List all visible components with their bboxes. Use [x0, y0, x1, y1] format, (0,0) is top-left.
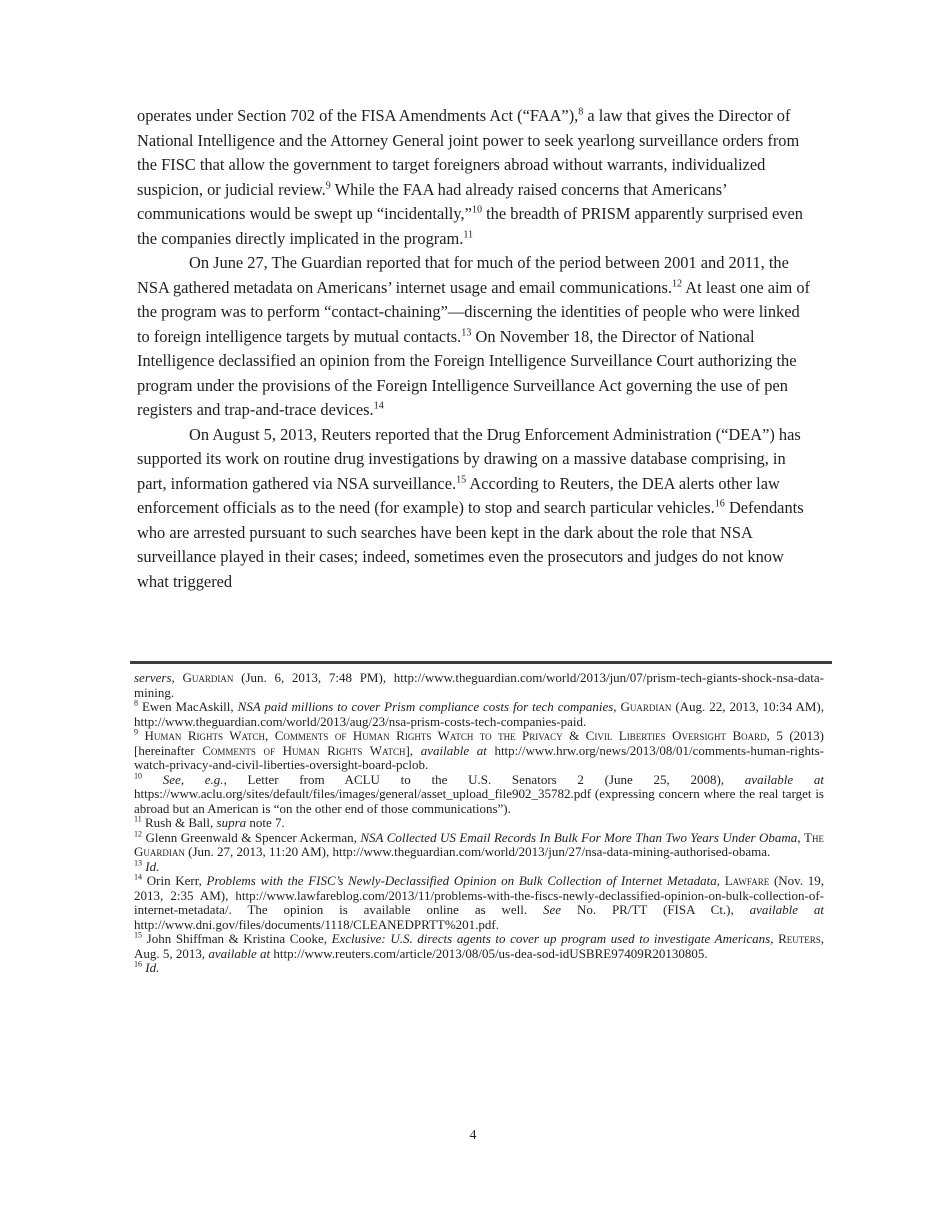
text-segment: , 5 (2013) [hereinafter — [134, 728, 824, 758]
footnote — [134, 729, 824, 773]
footnote-ref: 10 — [471, 204, 483, 216]
text-segment: According to Reuters, the DEA alerts other law enforcement officials as to the need (for example) to stop and search particular vehicles. — [137, 473, 780, 517]
footnote-ref: 11 — [463, 229, 474, 241]
footnote-marker: 10 — [134, 771, 143, 781]
text-segment: http://www.hrw.org/news/2013/08/01/comments-human-rights-watch-privacy-and-civil-liberties-oversight-board-pclob. — [134, 742, 824, 772]
text-segment: NSA paid millions to cover Prism compliance costs for tech companies — [237, 699, 614, 714]
text-segment: , — [613, 699, 621, 714]
text-segment: Guardian — [620, 699, 672, 714]
text-segment: available at — [749, 902, 824, 917]
footnote — [134, 773, 824, 817]
text-segment: See, e.g. — [162, 771, 224, 787]
footnotes-section — [134, 671, 824, 976]
text-segment: (Jun. 6, 2013, 7:48 PM), http://www.theguardian.com/world/2013/jun/07/prism-tech-giants-shock-nsa-data-mining. — [134, 670, 825, 700]
footnote — [134, 874, 824, 932]
text-segment: http://www.reuters.com/article/2013/08/05/us-dea-sod-idUSBRE97409R20130805. — [270, 945, 708, 961]
footnote-ref: 12 — [671, 278, 683, 290]
footnote-ref: 9 — [325, 180, 331, 192]
text-segment: available at — [420, 742, 487, 758]
text-segment: Id. — [145, 858, 160, 874]
footnote — [134, 860, 824, 875]
text-segment: , Aug. 5, 2013, — [134, 931, 825, 961]
text-segment: Rush & Ball, — [141, 815, 217, 830]
footnote-marker: 13 — [134, 858, 143, 868]
footnote — [134, 700, 824, 729]
footnote-ref: 14 — [373, 400, 384, 412]
text-segment: , — [716, 873, 725, 888]
text-segment: Exclusive: U.S. directs agents to cover up program used to investigate Americans — [331, 931, 771, 946]
text-segment: On November 18, the Director of National Intelligence declassified an opinion from the Foreign Intelligence Surveillance Court authorizing the program under the provisions of the Foreign Intelligence Surveillance Act governing the use of pen registers and trap-and-trace devices. — [137, 326, 797, 419]
text-segment: The Guardian — [134, 829, 824, 859]
text-segment: Glenn Greenwald & Spencer Ackerman, — [142, 829, 361, 845]
footnote-marker: 11 — [134, 814, 142, 824]
text-segment: , — [171, 670, 183, 685]
text-segment: a law that gives the Director of National Intelligence and the Attorney General joint power to seek yearlong surveillance orders from the FISC that allow the government to target foreigners abroad without warrants, individualized suspicion, or judicial review. — [137, 106, 800, 199]
text-segment: Ewen MacAskill, — [138, 699, 238, 714]
footnote-ref: 13 — [461, 327, 472, 339]
text-segment: Defendants who are arrested pursuant to such searches have been kept in the dark about the role that NSA surveillance played in their cases; indeed, sometimes even the prosecutors and judges do not know what triggered — [137, 498, 804, 591]
footnote — [134, 932, 824, 961]
text-segment: available at — [208, 945, 271, 961]
text-segment: At least one aim of the program was to perform “contact-chaining”—discerning the identities of people who were linked to foreign intelligence targets by mutual contacts. — [137, 277, 811, 346]
footnote-marker: 16 — [134, 959, 143, 969]
footnote-ref: 8 — [578, 106, 584, 118]
text-segment: Lawfare — [724, 873, 770, 888]
text-segment: Human Rights Watch, Comments of Human Rights Watch to the Privacy & Civil Liberties Oversight Board — [144, 728, 767, 743]
text-segment: http://www.dni.gov/files/documents/1118/CLEANEDPRTT%201.pdf. — [134, 916, 499, 932]
text-segment: Orin Kerr, — [142, 873, 207, 888]
footnote-ref: 16 — [714, 498, 725, 510]
text-segment: https://www.aclu.org/sites/default/files/images/general/asset_upload_file902_35782.pdf (expressing concern where the real target is abroad but an American is “on the other end of those communications”). — [134, 786, 824, 816]
text-segment: On August 5, 2013, Reuters reported that the Drug Enforcement Administration (“DEA”) has supported its work on routine drug investigations by drawing on a massive database comprising, in part, information gathered via NSA surveillance. — [137, 424, 801, 493]
text-segment — [142, 772, 163, 787]
text-segment: No. PR/TT (FISA Ct.), — [561, 902, 750, 917]
text-segment: Reuters — [778, 931, 821, 946]
footnote-marker: 14 — [134, 872, 143, 882]
footnote-ref: 15 — [456, 474, 467, 486]
body-paragraph — [137, 104, 816, 251]
text-segment: supra — [216, 815, 247, 830]
footnote — [134, 816, 824, 831]
page-number: 4 — [469, 1127, 477, 1142]
text-segment: See — [543, 902, 562, 917]
footnote-marker: 8 — [134, 698, 139, 708]
text-segment: (Nov. 19, 2013, 2:35 AM), http://www.lawfareblog.com/2013/11/problems-with-the-fiscs-newly-declassified-opinion-on-bulk-collection-of-internet-metadata/. The opinion is available online as well. — [134, 873, 825, 917]
text-segment: John Shiffman & Kristina Cooke, — [142, 931, 332, 946]
text-segment: servers — [134, 670, 172, 685]
footnote — [134, 671, 824, 700]
text-segment: , Letter from ACLU to the U.S. Senators 2 (June 25, 2008), — [223, 771, 745, 787]
text-segment: , — [770, 931, 779, 946]
text-segment: available at — [744, 771, 825, 787]
body-paragraph — [137, 423, 816, 595]
text-segment: NSA Collected US Email Records In Bulk For More Than Two Years Under Obama — [360, 829, 798, 845]
text-segment: (Aug. 22, 2013, 10:34 AM), http://www.theguardian.com/world/2013/aug/23/nsa-prism-costs-tech-companies-paid. — [134, 699, 824, 729]
text-segment: On June 27, The Guardian reported that for much of the period between 2001 and 2011, the NSA gathered metadata on Americans’ internet usage and email communications. — [137, 253, 789, 297]
text-segment: , — [797, 829, 805, 845]
footnote — [134, 831, 824, 860]
footnote-marker: 15 — [134, 930, 143, 940]
footnote-separator — [130, 661, 832, 664]
text-segment: ], — [405, 742, 421, 758]
text-segment: Problems with the FISC’s Newly-Declassified Opinion on Bulk Collection of Internet Metadata — [206, 873, 717, 888]
text-segment: Guardian — [182, 670, 234, 685]
text-segment: Comments of Human Rights Watch — [202, 742, 406, 758]
footnote-marker: 12 — [134, 829, 143, 839]
text-segment: (Jun. 27, 2013, 11:20 AM), http://www.theguardian.com/world/2013/jun/27/nsa-data-mining-authorised-obama. — [184, 844, 771, 859]
text-segment: the breadth of PRISM apparently surprised even the companies directly implicated in the program. — [137, 204, 803, 248]
text-segment: operates under Section 702 of the FISA Amendments Act (“FAA”), — [137, 106, 579, 125]
footnote-marker: 9 — [134, 727, 139, 737]
text-segment: Id. — [145, 960, 160, 975]
text-segment: While the FAA had already raised concerns that Americans’ communications would be swept up “incidentally,” — [137, 179, 727, 223]
text-segment: note 7. — [246, 815, 285, 830]
body-paragraph — [137, 251, 816, 423]
body-text — [137, 104, 816, 594]
footnote — [134, 961, 824, 976]
